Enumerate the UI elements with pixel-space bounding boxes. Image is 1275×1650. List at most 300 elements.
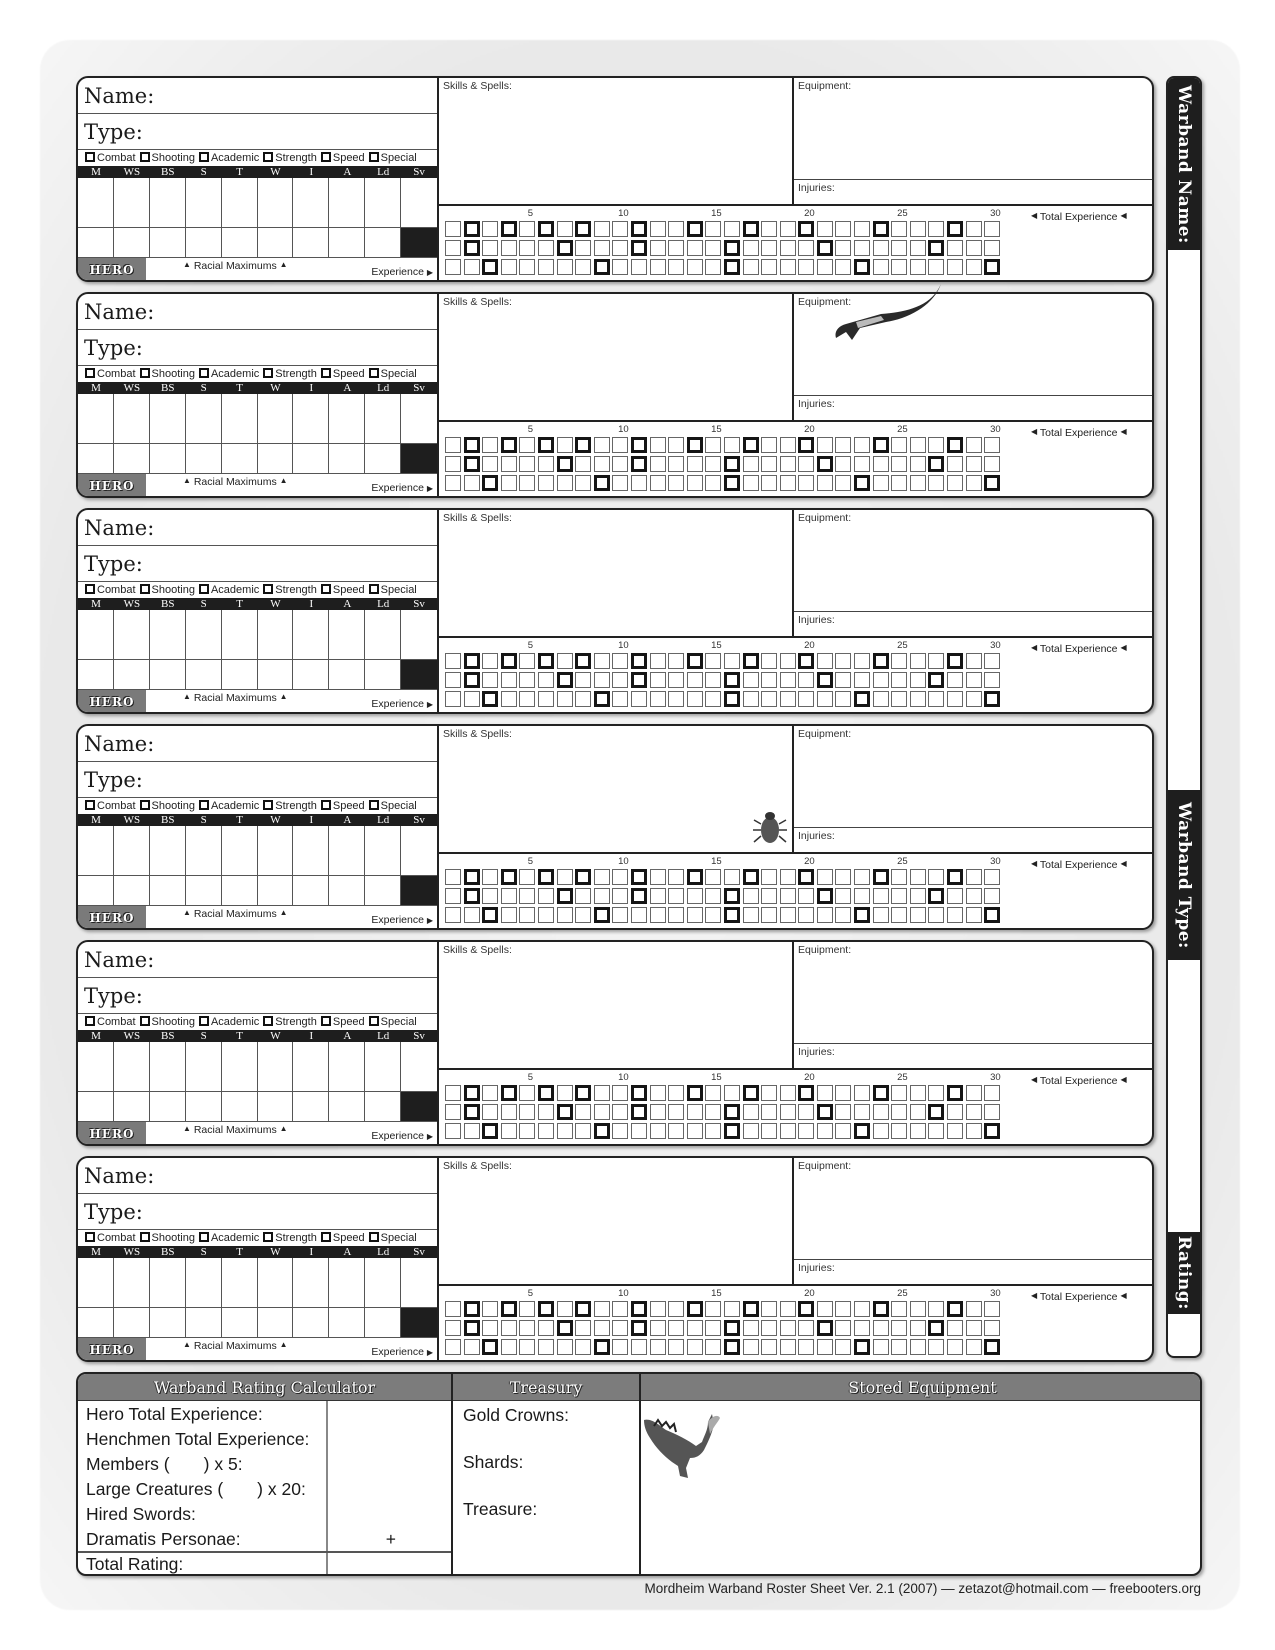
xp-advance-checkbox[interactable] (594, 259, 610, 275)
skill-checkbox-strength[interactable] (263, 1016, 273, 1026)
xp-advance-checkbox[interactable] (575, 437, 591, 453)
xp-checkbox[interactable] (798, 1320, 814, 1336)
xp-advance-checkbox[interactable] (947, 221, 963, 237)
xp-checkbox[interactable] (966, 1339, 982, 1355)
xp-advance-checkbox[interactable] (798, 869, 814, 885)
xp-checkbox[interactable] (743, 672, 759, 688)
xp-checkbox[interactable] (668, 1123, 684, 1139)
stat-value-bs[interactable] (150, 1258, 186, 1308)
xp-advance-checkbox[interactable] (798, 1301, 814, 1317)
xp-checkbox[interactable] (612, 1123, 628, 1139)
xp-advance-checkbox[interactable] (854, 1339, 870, 1355)
skill-checkbox-speed[interactable] (321, 1232, 331, 1242)
xp-checkbox[interactable] (575, 456, 591, 472)
xp-checkbox[interactable] (594, 653, 610, 669)
xp-checkbox[interactable] (761, 1085, 777, 1101)
stat-max-a[interactable] (329, 1092, 365, 1122)
xp-checkbox[interactable] (891, 1085, 907, 1101)
xp-checkbox[interactable] (817, 653, 833, 669)
xp-advance-checkbox[interactable] (501, 221, 517, 237)
xp-advance-checkbox[interactable] (873, 437, 889, 453)
xp-checkbox[interactable] (464, 259, 480, 275)
stat-value-s[interactable] (186, 394, 222, 444)
skill-checkbox-academic[interactable] (199, 368, 209, 378)
xp-advance-checkbox[interactable] (947, 1301, 963, 1317)
xp-advance-checkbox[interactable] (928, 240, 944, 256)
stat-value-t[interactable] (222, 610, 258, 660)
stat-max-m[interactable] (78, 1092, 114, 1122)
xp-checkbox[interactable] (594, 1320, 610, 1336)
xp-checkbox[interactable] (482, 869, 498, 885)
xp-checkbox[interactable] (798, 691, 814, 707)
stat-max-ws[interactable] (114, 1092, 150, 1122)
xp-checkbox[interactable] (705, 672, 721, 688)
xp-checkbox[interactable] (817, 1123, 833, 1139)
skill-checkbox-special[interactable] (369, 584, 379, 594)
xp-checkbox[interactable] (724, 221, 740, 237)
xp-advance-checkbox[interactable] (984, 259, 1000, 275)
xp-checkbox[interactable] (650, 1301, 666, 1317)
stat-value-i[interactable] (293, 610, 329, 660)
xp-checkbox[interactable] (668, 240, 684, 256)
warband-name-field[interactable] (1168, 250, 1200, 790)
xp-checkbox[interactable] (612, 888, 628, 904)
xp-checkbox[interactable] (705, 1104, 721, 1120)
xp-checkbox[interactable] (612, 691, 628, 707)
injuries-box[interactable] (794, 180, 1154, 206)
xp-checkbox[interactable] (761, 1104, 777, 1120)
xp-checkbox[interactable] (910, 1123, 926, 1139)
xp-checkbox[interactable] (891, 1301, 907, 1317)
xp-checkbox[interactable] (835, 888, 851, 904)
xp-checkbox[interactable] (966, 221, 982, 237)
xp-checkbox[interactable] (687, 1320, 703, 1336)
stat-value-sv[interactable] (401, 1258, 437, 1308)
xp-advance-checkbox[interactable] (817, 456, 833, 472)
xp-checkbox[interactable] (612, 221, 628, 237)
xp-checkbox[interactable] (445, 888, 461, 904)
stat-value-ws[interactable] (114, 1042, 150, 1092)
xp-checkbox[interactable] (650, 869, 666, 885)
stat-value-ws[interactable] (114, 826, 150, 876)
xp-advance-checkbox[interactable] (464, 653, 480, 669)
xp-checkbox[interactable] (947, 1104, 963, 1120)
xp-advance-checkbox[interactable] (687, 1085, 703, 1101)
xp-checkbox[interactable] (519, 869, 535, 885)
xp-advance-checkbox[interactable] (557, 456, 573, 472)
xp-advance-checkbox[interactable] (594, 1123, 610, 1139)
stat-value-s[interactable] (186, 610, 222, 660)
xp-checkbox[interactable] (910, 437, 926, 453)
hero-name-field[interactable] (78, 942, 437, 978)
xp-checkbox[interactable] (835, 1320, 851, 1336)
xp-checkbox[interactable] (966, 240, 982, 256)
stat-value-t[interactable] (222, 826, 258, 876)
xp-advance-checkbox[interactable] (854, 907, 870, 923)
injuries-box[interactable] (794, 396, 1154, 422)
stat-max-w[interactable] (258, 876, 294, 906)
xp-checkbox[interactable] (780, 653, 796, 669)
xp-checkbox[interactable] (835, 1104, 851, 1120)
xp-checkbox[interactable] (557, 259, 573, 275)
stat-value-bs[interactable] (150, 610, 186, 660)
xp-advance-checkbox[interactable] (631, 869, 647, 885)
xp-checkbox[interactable] (501, 691, 517, 707)
xp-checkbox[interactable] (445, 1123, 461, 1139)
stat-value-m[interactable] (78, 178, 114, 228)
xp-checkbox[interactable] (575, 1320, 591, 1336)
xp-advance-checkbox[interactable] (631, 437, 647, 453)
stat-max-t[interactable] (222, 876, 258, 906)
xp-checkbox[interactable] (668, 1104, 684, 1120)
xp-checkbox[interactable] (482, 240, 498, 256)
skill-checkbox-shooting[interactable] (140, 152, 150, 162)
xp-checkbox[interactable] (612, 1301, 628, 1317)
stat-value-w[interactable] (258, 1042, 294, 1092)
xp-checkbox[interactable] (873, 907, 889, 923)
xp-checkbox[interactable] (705, 691, 721, 707)
xp-checkbox[interactable] (650, 221, 666, 237)
xp-checkbox[interactable] (687, 259, 703, 275)
xp-advance-checkbox[interactable] (631, 1320, 647, 1336)
xp-checkbox[interactable] (835, 1301, 851, 1317)
xp-checkbox[interactable] (780, 1123, 796, 1139)
xp-checkbox[interactable] (445, 672, 461, 688)
xp-checkbox[interactable] (519, 1123, 535, 1139)
xp-checkbox[interactable] (966, 1104, 982, 1120)
xp-checkbox[interactable] (519, 221, 535, 237)
xp-advance-checkbox[interactable] (743, 1085, 759, 1101)
xp-checkbox[interactable] (910, 653, 926, 669)
xp-checkbox[interactable] (501, 888, 517, 904)
xp-advance-checkbox[interactable] (873, 653, 889, 669)
xp-checkbox[interactable] (947, 672, 963, 688)
xp-checkbox[interactable] (464, 1339, 480, 1355)
xp-advance-checkbox[interactable] (873, 221, 889, 237)
xp-checkbox[interactable] (780, 907, 796, 923)
xp-checkbox[interactable] (873, 240, 889, 256)
xp-advance-checkbox[interactable] (928, 672, 944, 688)
xp-checkbox[interactable] (687, 456, 703, 472)
xp-checkbox[interactable] (519, 1320, 535, 1336)
xp-checkbox[interactable] (668, 475, 684, 491)
xp-checkbox[interactable] (780, 475, 796, 491)
xp-checkbox[interactable] (798, 475, 814, 491)
xp-checkbox[interactable] (947, 456, 963, 472)
xp-checkbox[interactable] (631, 691, 647, 707)
xp-checkbox[interactable] (705, 907, 721, 923)
xp-checkbox[interactable] (538, 456, 554, 472)
xp-checkbox[interactable] (761, 1320, 777, 1336)
xp-checkbox[interactable] (705, 475, 721, 491)
stat-max-s[interactable] (186, 1308, 222, 1338)
xp-checkbox[interactable] (910, 259, 926, 275)
xp-checkbox[interactable] (575, 691, 591, 707)
xp-checkbox[interactable] (705, 1320, 721, 1336)
xp-checkbox[interactable] (891, 456, 907, 472)
xp-checkbox[interactable] (928, 1085, 944, 1101)
xp-checkbox[interactable] (928, 1301, 944, 1317)
xp-checkbox[interactable] (594, 221, 610, 237)
xp-checkbox[interactable] (482, 456, 498, 472)
xp-advance-checkbox[interactable] (464, 1301, 480, 1317)
stat-value-m[interactable] (78, 610, 114, 660)
skill-checkbox-combat[interactable] (85, 800, 95, 810)
xp-checkbox[interactable] (873, 1320, 889, 1336)
xp-checkbox[interactable] (650, 437, 666, 453)
xp-advance-checkbox[interactable] (464, 1320, 480, 1336)
xp-checkbox[interactable] (464, 475, 480, 491)
xp-checkbox[interactable] (519, 691, 535, 707)
xp-advance-checkbox[interactable] (575, 1301, 591, 1317)
xp-advance-checkbox[interactable] (501, 1301, 517, 1317)
xp-checkbox[interactable] (817, 475, 833, 491)
xp-checkbox[interactable] (798, 1339, 814, 1355)
xp-checkbox[interactable] (482, 1104, 498, 1120)
xp-checkbox[interactable] (780, 672, 796, 688)
xp-advance-checkbox[interactable] (631, 1085, 647, 1101)
stat-max-ld[interactable] (365, 1092, 401, 1122)
xp-advance-checkbox[interactable] (984, 475, 1000, 491)
xp-advance-checkbox[interactable] (817, 1320, 833, 1336)
xp-advance-checkbox[interactable] (984, 1123, 1000, 1139)
xp-checkbox[interactable] (928, 221, 944, 237)
xp-checkbox[interactable] (650, 1123, 666, 1139)
xp-checkbox[interactable] (891, 259, 907, 275)
stat-max-t[interactable] (222, 660, 258, 690)
xp-advance-checkbox[interactable] (724, 1339, 740, 1355)
xp-checkbox[interactable] (668, 221, 684, 237)
xp-checkbox[interactable] (910, 888, 926, 904)
xp-checkbox[interactable] (464, 907, 480, 923)
xp-checkbox[interactable] (445, 1085, 461, 1101)
stat-value-ws[interactable] (114, 610, 150, 660)
xp-checkbox[interactable] (873, 475, 889, 491)
xp-checkbox[interactable] (557, 221, 573, 237)
stat-max-a[interactable] (329, 1308, 365, 1338)
xp-checkbox[interactable] (873, 259, 889, 275)
xp-checkbox[interactable] (445, 653, 461, 669)
stat-value-s[interactable] (186, 178, 222, 228)
xp-advance-checkbox[interactable] (724, 1104, 740, 1120)
xp-advance-checkbox[interactable] (854, 1123, 870, 1139)
xp-checkbox[interactable] (835, 1123, 851, 1139)
xp-checkbox[interactable] (798, 1123, 814, 1139)
xp-advance-checkbox[interactable] (557, 672, 573, 688)
stat-max-a[interactable] (329, 660, 365, 690)
xp-advance-checkbox[interactable] (743, 869, 759, 885)
xp-advance-checkbox[interactable] (984, 1339, 1000, 1355)
xp-checkbox[interactable] (575, 672, 591, 688)
xp-advance-checkbox[interactable] (464, 672, 480, 688)
warband-type-field[interactable] (1168, 960, 1200, 1232)
skills-spells-box[interactable] (439, 942, 794, 1070)
xp-checkbox[interactable] (891, 1123, 907, 1139)
xp-checkbox[interactable] (743, 1339, 759, 1355)
xp-checkbox[interactable] (873, 1339, 889, 1355)
xp-advance-checkbox[interactable] (482, 1339, 498, 1355)
xp-advance-checkbox[interactable] (594, 691, 610, 707)
xp-checkbox[interactable] (612, 437, 628, 453)
xp-checkbox[interactable] (668, 259, 684, 275)
xp-checkbox[interactable] (873, 1123, 889, 1139)
xp-advance-checkbox[interactable] (947, 869, 963, 885)
xp-checkbox[interactable] (668, 456, 684, 472)
xp-advance-checkbox[interactable] (631, 888, 647, 904)
xp-advance-checkbox[interactable] (928, 888, 944, 904)
xp-checkbox[interactable] (724, 653, 740, 669)
xp-checkbox[interactable] (538, 259, 554, 275)
xp-checkbox[interactable] (501, 259, 517, 275)
stat-value-t[interactable] (222, 394, 258, 444)
xp-checkbox[interactable] (650, 672, 666, 688)
xp-checkbox[interactable] (612, 672, 628, 688)
xp-checkbox[interactable] (817, 1301, 833, 1317)
stat-value-w[interactable] (258, 1258, 294, 1308)
xp-checkbox[interactable] (594, 672, 610, 688)
xp-checkbox[interactable] (798, 240, 814, 256)
stat-max-bs[interactable] (150, 1092, 186, 1122)
xp-checkbox[interactable] (519, 672, 535, 688)
xp-checkbox[interactable] (501, 1104, 517, 1120)
equipment-box[interactable] (794, 942, 1154, 1044)
xp-checkbox[interactable] (780, 240, 796, 256)
xp-checkbox[interactable] (594, 1104, 610, 1120)
xp-checkbox[interactable] (705, 437, 721, 453)
stat-max-a[interactable] (329, 228, 365, 258)
xp-checkbox[interactable] (928, 475, 944, 491)
xp-advance-checkbox[interactable] (873, 1085, 889, 1101)
xp-checkbox[interactable] (482, 437, 498, 453)
xp-checkbox[interactable] (780, 1301, 796, 1317)
xp-checkbox[interactable] (612, 456, 628, 472)
xp-checkbox[interactable] (668, 1085, 684, 1101)
hero-type-field[interactable] (78, 330, 437, 366)
xp-checkbox[interactable] (743, 240, 759, 256)
xp-checkbox[interactable] (873, 888, 889, 904)
skill-checkbox-special[interactable] (369, 1016, 379, 1026)
xp-checkbox[interactable] (650, 888, 666, 904)
xp-checkbox[interactable] (501, 1320, 517, 1336)
xp-advance-checkbox[interactable] (464, 456, 480, 472)
xp-checkbox[interactable] (835, 691, 851, 707)
xp-checkbox[interactable] (761, 888, 777, 904)
stat-value-i[interactable] (293, 178, 329, 228)
stat-value-m[interactable] (78, 826, 114, 876)
stat-value-m[interactable] (78, 1042, 114, 1092)
xp-advance-checkbox[interactable] (984, 907, 1000, 923)
xp-checkbox[interactable] (761, 437, 777, 453)
hero-name-field[interactable] (78, 726, 437, 762)
stat-value-i[interactable] (293, 826, 329, 876)
skills-spells-box[interactable] (439, 1158, 794, 1286)
xp-checkbox[interactable] (873, 672, 889, 688)
xp-checkbox[interactable] (947, 907, 963, 923)
xp-checkbox[interactable] (650, 240, 666, 256)
stat-value-sv[interactable] (401, 826, 437, 876)
xp-advance-checkbox[interactable] (464, 869, 480, 885)
stat-max-a[interactable] (329, 876, 365, 906)
xp-checkbox[interactable] (445, 1104, 461, 1120)
xp-advance-checkbox[interactable] (724, 672, 740, 688)
xp-checkbox[interactable] (538, 1123, 554, 1139)
xp-advance-checkbox[interactable] (947, 437, 963, 453)
xp-checkbox[interactable] (743, 475, 759, 491)
xp-checkbox[interactable] (575, 1339, 591, 1355)
stat-value-ws[interactable] (114, 394, 150, 444)
xp-checkbox[interactable] (761, 240, 777, 256)
xp-checkbox[interactable] (966, 456, 982, 472)
xp-checkbox[interactable] (501, 907, 517, 923)
xp-advance-checkbox[interactable] (873, 869, 889, 885)
xp-checkbox[interactable] (910, 1339, 926, 1355)
xp-checkbox[interactable] (705, 1123, 721, 1139)
xp-checkbox[interactable] (557, 1339, 573, 1355)
xp-checkbox[interactable] (817, 691, 833, 707)
xp-checkbox[interactable] (743, 691, 759, 707)
hero-name-field[interactable] (78, 78, 437, 114)
xp-checkbox[interactable] (928, 437, 944, 453)
xp-advance-checkbox[interactable] (724, 475, 740, 491)
stat-max-bs[interactable] (150, 876, 186, 906)
stat-max-bs[interactable] (150, 228, 186, 258)
xp-checkbox[interactable] (835, 672, 851, 688)
xp-advance-checkbox[interactable] (575, 869, 591, 885)
skill-checkbox-combat[interactable] (85, 368, 95, 378)
stat-max-ws[interactable] (114, 228, 150, 258)
xp-checkbox[interactable] (519, 456, 535, 472)
xp-checkbox[interactable] (798, 1104, 814, 1120)
xp-advance-checkbox[interactable] (575, 653, 591, 669)
xp-advance-checkbox[interactable] (464, 240, 480, 256)
xp-checkbox[interactable] (445, 1301, 461, 1317)
calc-values-column[interactable] (328, 1401, 450, 1551)
xp-checkbox[interactable] (594, 437, 610, 453)
xp-advance-checkbox[interactable] (687, 653, 703, 669)
xp-checkbox[interactable] (501, 1339, 517, 1355)
xp-checkbox[interactable] (594, 240, 610, 256)
xp-checkbox[interactable] (761, 259, 777, 275)
xp-checkbox[interactable] (687, 691, 703, 707)
xp-checkbox[interactable] (761, 672, 777, 688)
xp-checkbox[interactable] (928, 653, 944, 669)
xp-checkbox[interactable] (538, 1104, 554, 1120)
xp-checkbox[interactable] (557, 653, 573, 669)
stat-max-bs[interactable] (150, 444, 186, 474)
xp-checkbox[interactable] (538, 475, 554, 491)
xp-checkbox[interactable] (798, 456, 814, 472)
xp-checkbox[interactable] (817, 1085, 833, 1101)
skill-checkbox-shooting[interactable] (140, 368, 150, 378)
stat-max-w[interactable] (258, 1092, 294, 1122)
stat-max-t[interactable] (222, 1308, 258, 1338)
xp-advance-checkbox[interactable] (687, 869, 703, 885)
xp-checkbox[interactable] (705, 259, 721, 275)
stat-max-m[interactable] (78, 660, 114, 690)
xp-checkbox[interactable] (947, 475, 963, 491)
xp-advance-checkbox[interactable] (798, 1085, 814, 1101)
xp-advance-checkbox[interactable] (538, 1085, 554, 1101)
xp-checkbox[interactable] (519, 475, 535, 491)
stat-value-w[interactable] (258, 826, 294, 876)
stat-max-bs[interactable] (150, 1308, 186, 1338)
xp-checkbox[interactable] (798, 259, 814, 275)
xp-advance-checkbox[interactable] (557, 1320, 573, 1336)
xp-advance-checkbox[interactable] (854, 475, 870, 491)
xp-checkbox[interactable] (761, 1301, 777, 1317)
xp-checkbox[interactable] (910, 1320, 926, 1336)
xp-advance-checkbox[interactable] (482, 475, 498, 491)
